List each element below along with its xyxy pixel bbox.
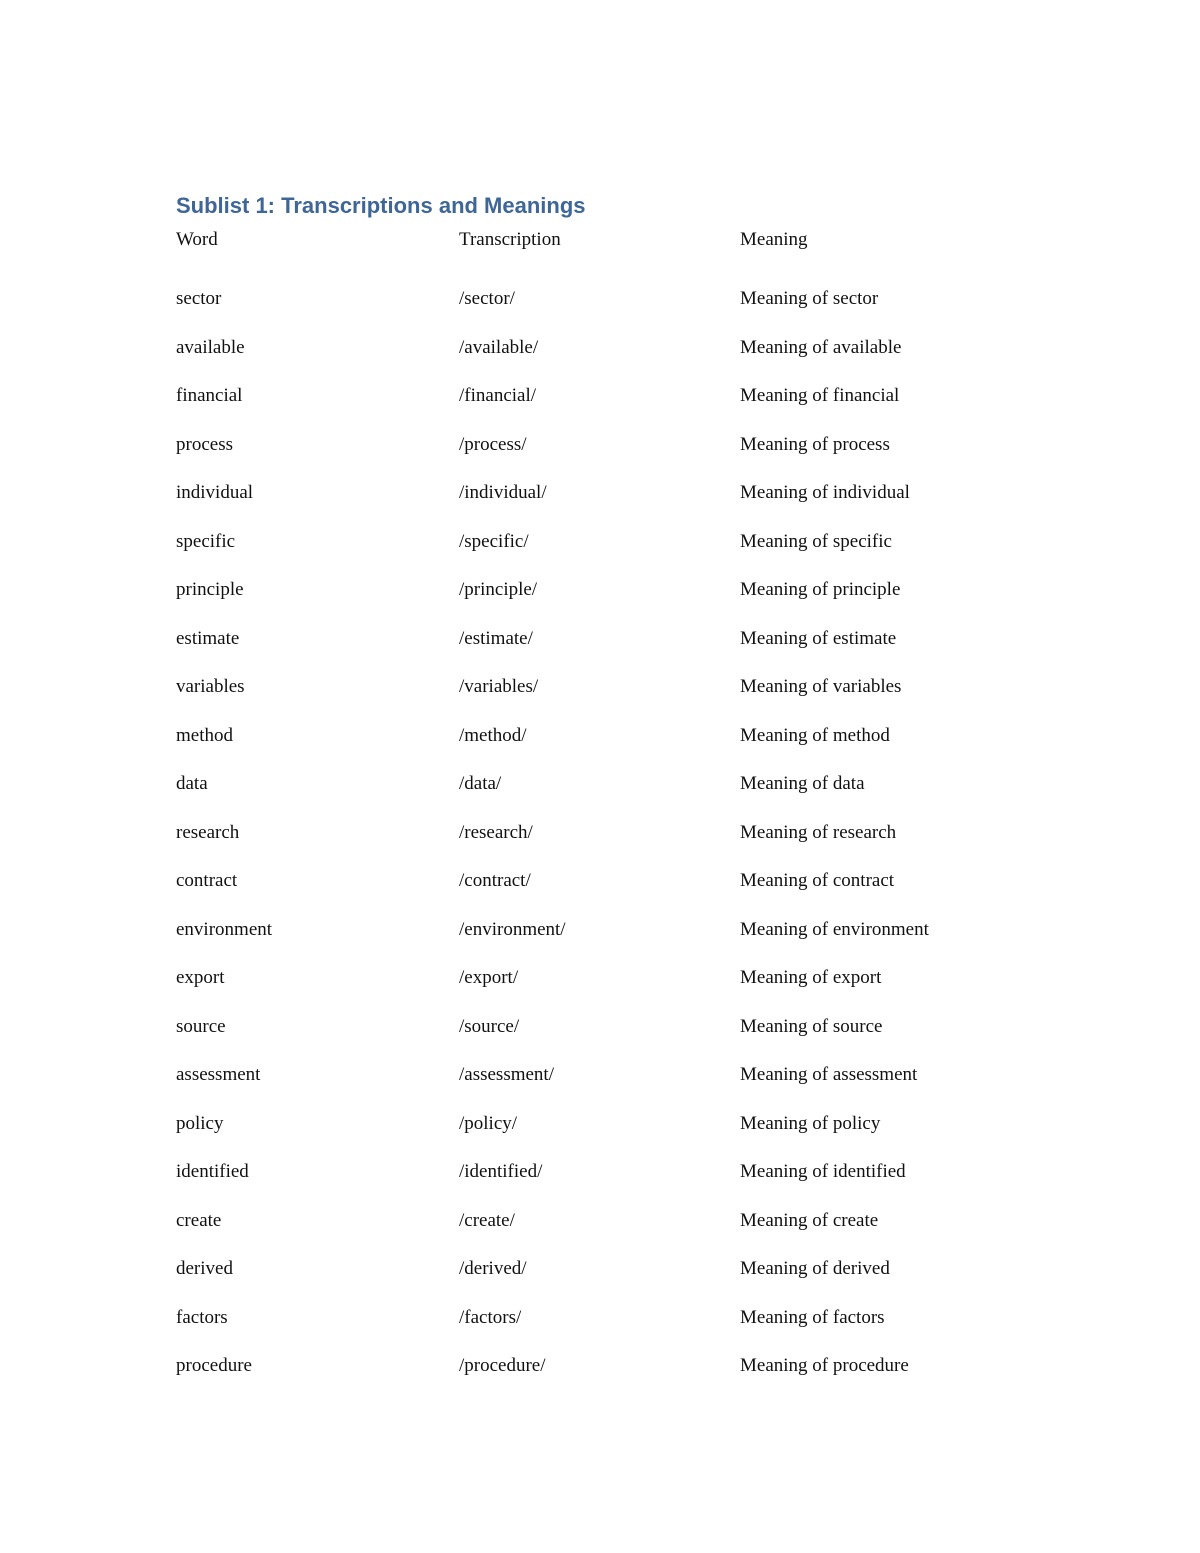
transcription-cell: /export/: [459, 967, 519, 989]
table-row: [176, 906, 1076, 955]
table-row: [176, 712, 1076, 761]
meaning-cell: Meaning of financial: [740, 385, 900, 407]
table-row: [176, 518, 1076, 567]
transcription-cell: /derived/: [459, 1258, 527, 1280]
header-spacer: [176, 255, 1076, 275]
meaning-cell: Meaning of contract: [740, 870, 895, 892]
table-row: [176, 1003, 1076, 1052]
meaning-cell: Meaning of research: [740, 821, 897, 843]
transcription-cell: /procedure/: [459, 1355, 546, 1377]
meaning-cell: Meaning of principle: [740, 579, 901, 601]
transcription-cell: /principle/: [459, 579, 538, 601]
transcription-cell: /process/: [459, 433, 527, 455]
word-cell: available: [176, 336, 245, 358]
transcription-cell: /specific/: [459, 530, 529, 552]
vocabulary-table: [176, 225, 1076, 1391]
meaning-cell: Meaning of identified: [740, 1161, 906, 1183]
transcription-cell: /sector/: [459, 288, 515, 310]
table-row: [176, 372, 1076, 421]
table-body: [176, 275, 1076, 1391]
transcription-cell: /method/: [459, 724, 527, 746]
table-row: [176, 1342, 1076, 1391]
word-cell: policy: [176, 1112, 224, 1134]
table-row: [176, 663, 1076, 712]
word-cell: variables: [176, 676, 245, 698]
transcription-cell: /policy/: [459, 1112, 518, 1134]
document-page: [176, 190, 1076, 1391]
transcription-cell: /research/: [459, 821, 533, 843]
table-row: [176, 324, 1076, 373]
document-title: Sublist 1: Transcriptions and Meanings: [176, 193, 586, 218]
table-row: [176, 1294, 1076, 1343]
column-header-meaning: Meaning: [740, 229, 808, 250]
meaning-cell: Meaning of data: [740, 773, 865, 795]
word-cell: principle: [176, 579, 244, 601]
transcription-cell: /source/: [459, 1015, 520, 1037]
transcription-cell: /identified/: [459, 1161, 543, 1183]
meaning-cell: Meaning of policy: [740, 1112, 881, 1134]
table-row: [176, 469, 1076, 518]
word-cell: assessment: [176, 1064, 261, 1086]
transcription-cell: /individual/: [459, 482, 547, 504]
word-cell: environment: [176, 918, 273, 940]
meaning-cell: Meaning of create: [740, 1209, 879, 1231]
word-cell: specific: [176, 530, 236, 552]
word-cell: individual: [176, 482, 254, 504]
word-cell: financial: [176, 385, 243, 407]
word-cell: research: [176, 821, 240, 843]
meaning-cell: Meaning of estimate: [740, 627, 897, 649]
meaning-cell: Meaning of process: [740, 433, 890, 455]
meaning-cell: Meaning of specific: [740, 530, 892, 552]
transcription-cell: /factors/: [459, 1306, 522, 1328]
table-row: [176, 615, 1076, 664]
transcription-cell: /contract/: [459, 870, 531, 892]
word-cell: contract: [176, 870, 238, 892]
table-row: [176, 1148, 1076, 1197]
transcription-cell: /variables/: [459, 676, 539, 698]
table-row: [176, 857, 1076, 906]
transcription-cell: /available/: [459, 336, 539, 358]
word-cell: identified: [176, 1161, 249, 1183]
word-cell: procedure: [176, 1355, 252, 1377]
table-row: [176, 1051, 1076, 1100]
meaning-cell: Meaning of export: [740, 967, 882, 989]
word-cell: data: [176, 773, 208, 795]
meaning-cell: Meaning of factors: [740, 1306, 885, 1328]
transcription-cell: /create/: [459, 1209, 515, 1231]
word-cell: create: [176, 1209, 222, 1231]
transcription-cell: /assessment/: [459, 1064, 554, 1086]
table-row: [176, 809, 1076, 858]
transcription-cell: /environment/: [459, 918, 566, 940]
meaning-cell: Meaning of variables: [740, 676, 902, 698]
meaning-cell: Meaning of individual: [740, 482, 910, 504]
word-cell: method: [176, 724, 233, 746]
table-header-row: [176, 225, 1076, 255]
table-row: [176, 421, 1076, 470]
meaning-cell: Meaning of sector: [740, 288, 879, 310]
word-cell: estimate: [176, 627, 240, 649]
word-cell: export: [176, 967, 225, 989]
meaning-cell: Meaning of method: [740, 724, 890, 746]
word-cell: process: [176, 433, 233, 455]
meaning-cell: Meaning of assessment: [740, 1064, 918, 1086]
word-cell: sector: [176, 288, 222, 310]
table-row: [176, 1245, 1076, 1294]
transcription-cell: /estimate/: [459, 627, 533, 649]
column-header-transcription: Transcription: [459, 229, 561, 250]
word-cell: factors: [176, 1306, 228, 1328]
table-row: [176, 566, 1076, 615]
meaning-cell: Meaning of derived: [740, 1258, 890, 1280]
transcription-cell: /data/: [459, 773, 502, 795]
word-cell: source: [176, 1015, 226, 1037]
meaning-cell: Meaning of source: [740, 1015, 883, 1037]
meaning-cell: Meaning of available: [740, 336, 902, 358]
table-row: [176, 275, 1076, 324]
table-row: [176, 954, 1076, 1003]
table-row: [176, 1197, 1076, 1246]
meaning-cell: Meaning of procedure: [740, 1355, 909, 1377]
table-row: [176, 760, 1076, 809]
meaning-cell: Meaning of environment: [740, 918, 929, 940]
transcription-cell: /financial/: [459, 385, 537, 407]
column-header-word: Word: [176, 229, 218, 250]
table-row: [176, 1100, 1076, 1149]
word-cell: derived: [176, 1258, 233, 1280]
